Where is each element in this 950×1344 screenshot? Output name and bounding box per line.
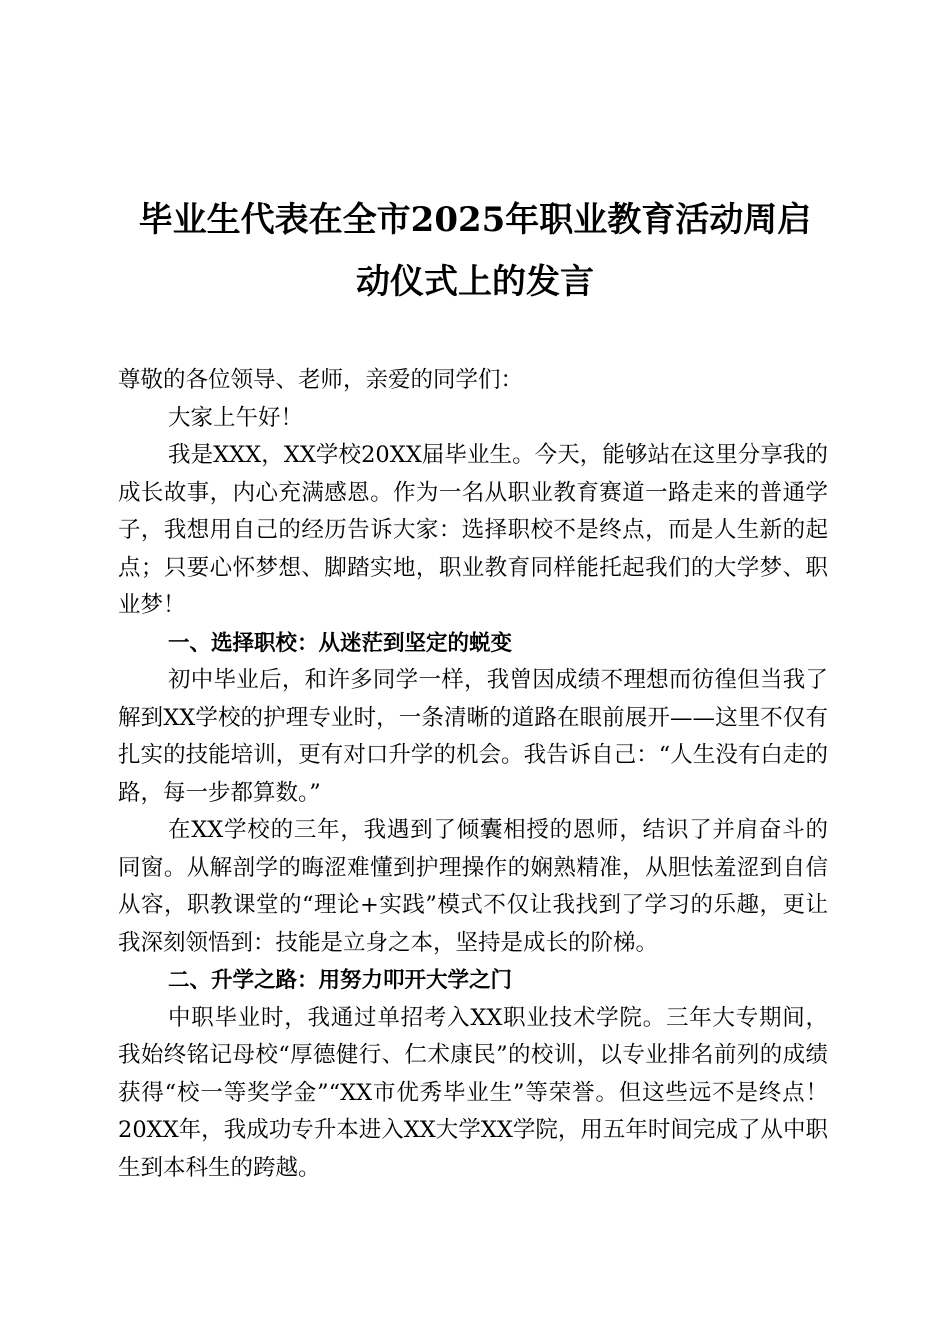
section-1-paragraph-1: 初中毕业后，和许多同学一样，我曾因成绩不理想而彷徨但当我了解到XX学校的护理专业时，一条清晰的道路在眼前展开——这里不仅有扎实的技能培训，更有对口升学的机会。我告诉自己：“人生没有白走的路，每一步都算数。” bbox=[118, 667, 828, 806]
salutation: 尊敬的各位领导、老师，亲爱的同学们： bbox=[118, 367, 524, 393]
document-body bbox=[118, 362, 828, 1187]
section-2-heading: 二、升学之路：用努力叩开大学之门 bbox=[168, 968, 513, 993]
section-2-paragraph-1: 中职毕业时，我通过单招考入XX职业技术学院。三年大专期间，我始终铭记母校“厚德健行、仁术康民”的校训，以专业排名前列的成绩获得“校一等奖学金”“XX市优秀毕业生”等荣誉。但这些远不是终点！20XX年，我成功专升本进入XX大学XX学院，用五年时间完成了从中职生到本科生的跨越。 bbox=[118, 1004, 828, 1181]
intro-paragraph: 我是XXX，XX学校20XX届毕业生。今天，能够站在这里分享我的成长故事，内心充满感恩。作为一名从职业教育赛道一路走来的普通学子，我想用自己的经历告诉大家：选择职校不是终点，而是人生新的起点；只要心怀梦想、脚踏实地，职业教育同样能托起我们的大学梦、职业梦！ bbox=[118, 442, 828, 618]
greeting: 大家上午好！ bbox=[168, 404, 304, 431]
section-1-paragraph-2: 在XX学校的三年，我遇到了倾囊相授的恩师，结识了并肩奋斗的同窗。从解剖学的晦涩难懂到护理操作的娴熟精准，从胆怯羞涩到自信从容，职教课堂的“理论+实践”模式不仅让我找到了学习的乐趣，更让我深刻领悟到：技能是立身之本，坚持是成长的阶梯。 bbox=[118, 817, 828, 956]
document-title-line-2: 动仪式上的发言 bbox=[356, 262, 594, 302]
section-1-heading: 一、选择职校：从迷茫到坚定的蜕变 bbox=[168, 630, 513, 656]
document-title-line-1: 毕业生代表在全市2025年职业教育活动周启 bbox=[138, 200, 812, 240]
